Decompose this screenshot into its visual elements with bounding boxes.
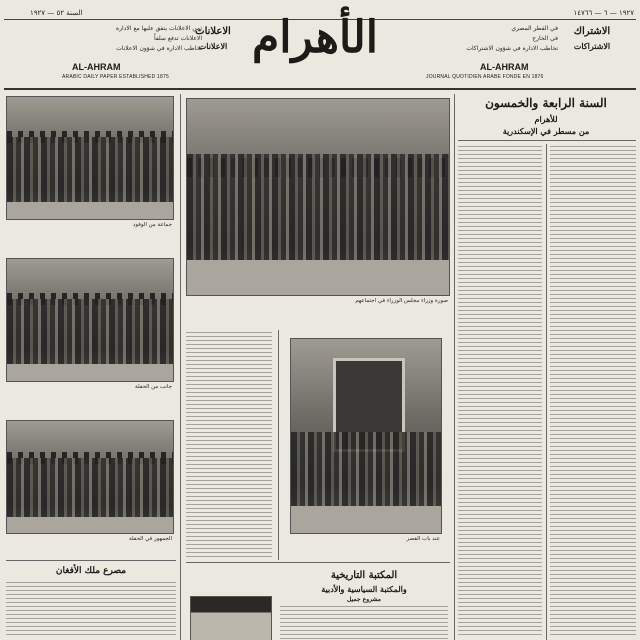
- caption-left-2: جانب من الحفلة: [135, 384, 172, 390]
- headline-main: السنة الرابعة والخمسون: [485, 96, 607, 110]
- dateline-right: ١٩٢٧ — ٦ — ١٤٧٦٦: [573, 9, 634, 17]
- ads-note-3: تخاطب الادارة في شؤون الاعلانات: [116, 45, 202, 52]
- photo-group-left-1: [6, 96, 174, 220]
- latin-name-left: AL-AHRAM: [72, 62, 121, 72]
- column-rule-3: [454, 94, 455, 640]
- latin-sub-right: JOURNAL QUOTIDIEN ARABE FONDE EN 1876: [426, 74, 544, 80]
- headline-bottom-center-2: والمكتبة السياسية والأدبية: [321, 584, 407, 594]
- photo-main-meeting: [186, 98, 450, 296]
- column-rule-4: [546, 144, 547, 640]
- text-column-center-bottom: [280, 606, 448, 640]
- caption-door: عند باب القصر: [406, 536, 440, 542]
- column-rule-2: [278, 330, 279, 560]
- text-column-right-1: [458, 146, 542, 638]
- rule-left-bottom: [6, 560, 176, 561]
- caption-left-3: الجمهور في الحفلة: [129, 536, 172, 542]
- ads-note-2: الاعلانات تدفع سلفاً: [154, 35, 202, 42]
- subs-note-1: في القطر المصري: [511, 25, 558, 32]
- photo-door-group: [290, 338, 442, 534]
- masthead: [0, 0, 640, 92]
- column-rule-1: [180, 94, 181, 640]
- headline-bottom-center-1: المكتبة التاريخية: [330, 570, 398, 581]
- subs-subtitle: الاشتراكات: [573, 41, 611, 51]
- latin-name-right: AL-AHRAM: [480, 62, 529, 72]
- text-column-right-2: [550, 146, 636, 638]
- text-column-left-bottom: [6, 582, 176, 638]
- ads-note-1: ثمن الاعلانات يتفق عليها مع الادارة: [115, 25, 202, 32]
- portrait-photo: [190, 596, 272, 640]
- latin-sub-left: ARABIC DAILY PAPER ESTABLISHED 1875: [62, 74, 169, 80]
- subs-title: الاشتراك: [573, 26, 611, 37]
- subs-note-2: في الخارج: [532, 35, 558, 42]
- photo-group-left-3: [6, 420, 174, 534]
- text-column-center-left: [186, 332, 272, 558]
- headline-bottom-left: مصرع ملك الأفغان: [55, 566, 127, 576]
- rule-center-bottom: [186, 562, 450, 563]
- caption-main: صورة وزراء مجلس الوزراء في اجتماعهم: [355, 298, 448, 304]
- dateline-left: السنة ٥٢ — ١٩٢٧: [30, 9, 83, 17]
- subs-note-3: تخاطب الادارة في شؤون الاشتراكات: [466, 45, 558, 52]
- headline-main-sub1: للأهرام: [534, 114, 558, 124]
- ads-subtitle: الاعلانات: [198, 41, 228, 51]
- photo-group-left-2: [6, 258, 174, 382]
- logo: الأهرام: [252, 12, 378, 63]
- headline-bottom-center-3: مشروع جميل: [347, 596, 381, 603]
- rule-right-top: [458, 140, 636, 141]
- masthead-rule: [4, 88, 636, 90]
- ads-title: الاعلانات: [195, 26, 231, 37]
- headline-main-sub2: من مسطر في الإسكندرية: [502, 126, 590, 136]
- caption-left-1: جماعة من الوفود: [132, 222, 172, 228]
